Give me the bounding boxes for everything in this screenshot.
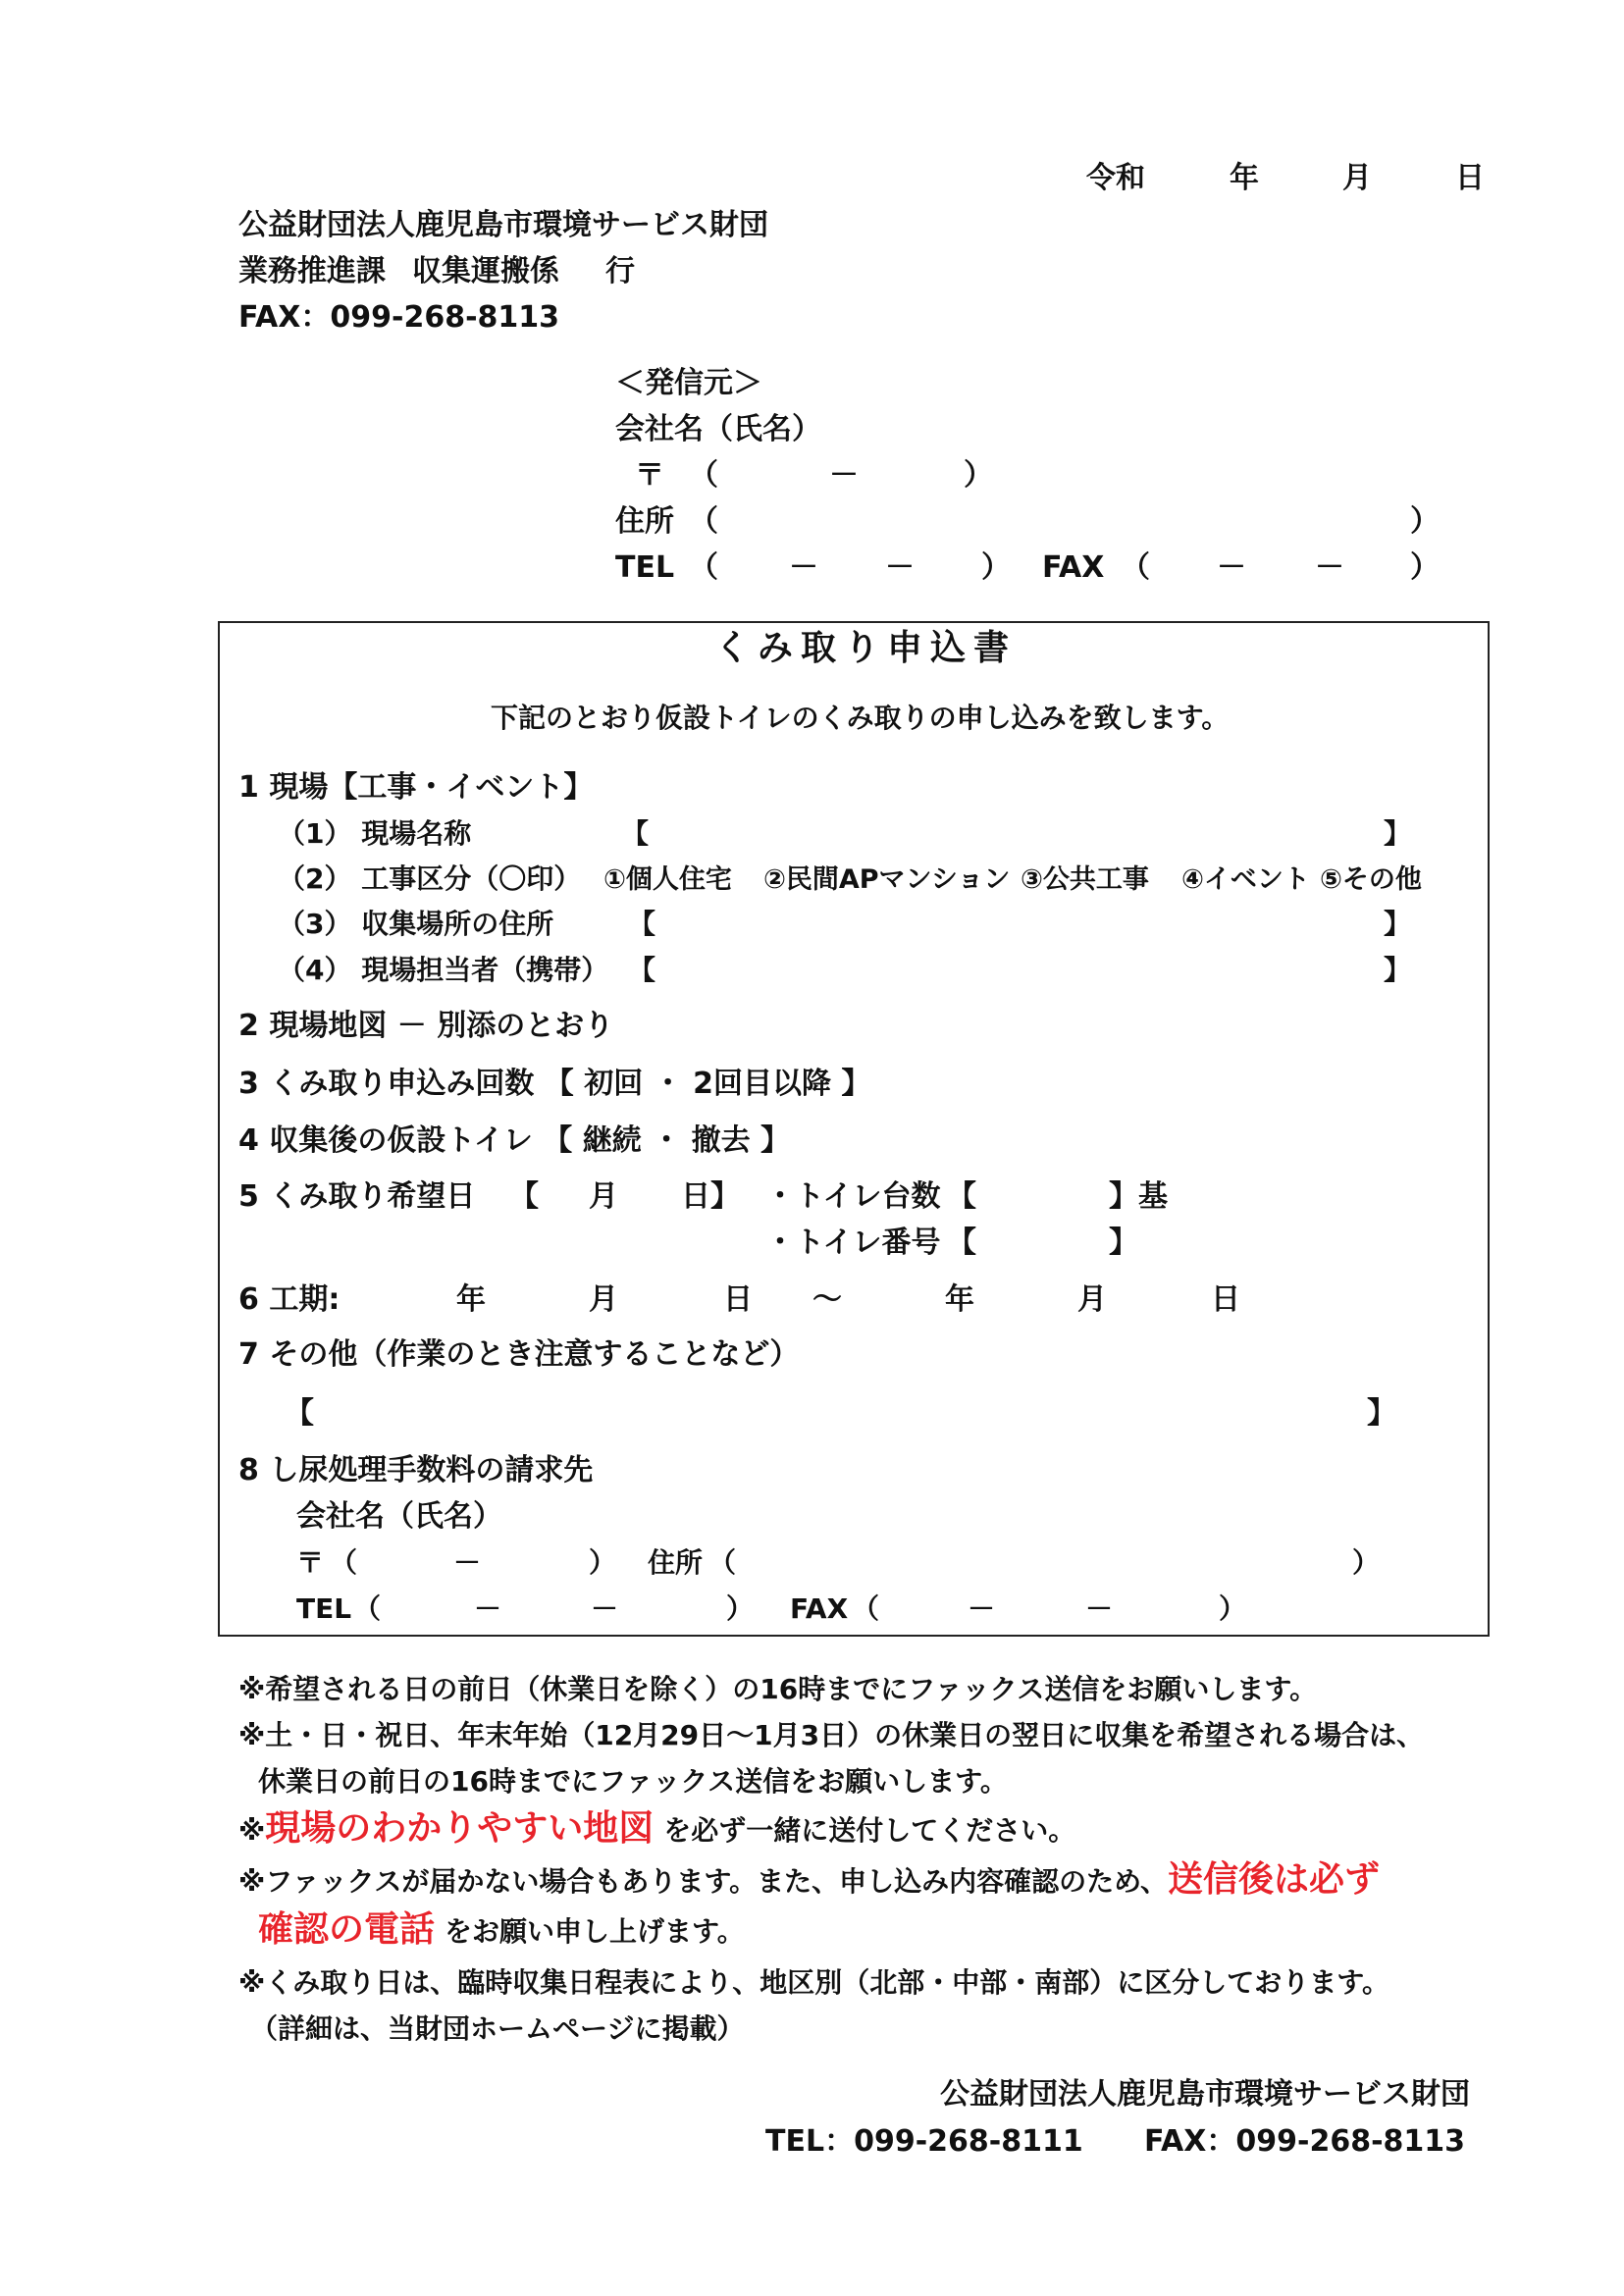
billing-tel-label: TEL [296, 1592, 352, 1625]
note-4b [258, 1909, 745, 1950]
sender-tel-close: ） [981, 550, 1011, 585]
form-title: くみ取り申込書 [714, 628, 1018, 668]
note-4a-emphasis: 送信後は必ず [1168, 1859, 1381, 1900]
sender-postal-dash: － [829, 458, 859, 493]
toilet-number-label: ・トイレ番号 [765, 1226, 941, 1260]
note-1: ※希望される日の前日（休業日を除く）の16時までにファックス送信をお願いします。 [238, 1673, 1318, 1705]
item3: 3 くみ取り申込み回数 【 初回 ・ 2回目以降 】 [238, 1067, 871, 1101]
form-intro: 下記のとおり仮設トイレのくみ取りの申し込みを致します。 [491, 702, 1230, 734]
recipient-dept: 業務推進課 [238, 254, 386, 288]
billing-tel-close: ） [726, 1592, 755, 1625]
toilet-count-open: 【 [947, 1179, 976, 1214]
footer-tel: TEL：099-268-8111 [765, 2124, 1083, 2159]
recipient-section: 収集運搬係 [412, 254, 559, 288]
billing-postal-open: （ [330, 1546, 358, 1579]
note-4a [238, 1859, 1381, 1900]
note-4a-text: ※ファックスが届かない場合もあります。また、申し込み内容確認のため、 [238, 1865, 1169, 1898]
sender-tel-label: TEL [615, 550, 675, 585]
sender-tel-open: （ [689, 550, 718, 585]
billing-company-label: 会社名（氏名） [296, 1499, 502, 1534]
item5-open: 【 [509, 1179, 539, 1214]
sender-fax-label: FAX [1042, 550, 1105, 585]
item7-open: 【 [285, 1396, 314, 1431]
item1-4-label: （4） 現場担当者（携帯） [278, 954, 609, 986]
billing-postal-mark: 〒 [296, 1546, 325, 1579]
sender-fax-dash-2: － [1315, 550, 1344, 585]
note-3 [238, 1808, 1076, 1849]
period-start-day: 日 [723, 1282, 753, 1317]
billing-fax-dash-1: － [968, 1592, 996, 1625]
toilet-count-label: ・トイレ台数 [765, 1179, 941, 1214]
item1-3-close: 】 [1384, 908, 1412, 940]
sender-heading: ＜発信元＞ [615, 366, 762, 400]
toilet-count-close: 】基 [1109, 1179, 1168, 1214]
item1-3-label: （3） 収集場所の住所 [278, 908, 554, 940]
period-end-month: 月 [1077, 1282, 1107, 1317]
item1-4-open: 【 [628, 954, 656, 986]
option-4: ④イベント [1181, 864, 1310, 895]
period-end-day: 日 [1211, 1282, 1240, 1317]
billing-postal-dash: － [453, 1546, 482, 1579]
period-end-year: 年 [945, 1282, 974, 1317]
billing-fax-close: ） [1219, 1592, 1247, 1625]
recipient-suffix: 行 [605, 254, 635, 288]
date-day: 日 [1455, 161, 1485, 195]
sender-address-label: 住所 [615, 504, 674, 539]
sender-fax-dash-1: － [1217, 550, 1246, 585]
billing-fax-open: （ [852, 1592, 880, 1625]
billing-tel-dash-2: － [591, 1592, 619, 1625]
option-1: ①個人住宅 [603, 864, 732, 895]
note-3-emphasis: 現場のわかりやすい地図 [265, 1808, 655, 1849]
item1-3-open: 【 [628, 908, 656, 940]
sender-company-label: 会社名（氏名） [615, 412, 821, 446]
item1-2-label: （2） 工事区分（〇印） [278, 862, 582, 895]
note-3-rest: を必ず一緒に送付してください。 [663, 1814, 1076, 1847]
sender-tel-dash-2: － [885, 550, 915, 585]
item4: 4 収集後の仮設トイレ 【 継続 ・ 撤去 】 [238, 1123, 791, 1158]
recipient-fax: FAX：099-268-8113 [238, 300, 560, 335]
billing-address-label: 住所 [648, 1546, 704, 1579]
billing-fax-label: FAX [790, 1592, 849, 1625]
note-4b-rest: をお願い申し上げます。 [445, 1915, 745, 1948]
item7-close: 】 [1367, 1396, 1396, 1431]
sender-tel-dash-1: － [789, 550, 818, 585]
note-6: （詳細は、当財団ホームページに掲載） [250, 2012, 745, 2045]
item2: 2 現場地図 － 別添のとおり [238, 1009, 614, 1043]
item8-label: 8 し尿処理手数料の請求先 [238, 1453, 594, 1487]
item1-4-close: 】 [1384, 954, 1412, 986]
billing-tel-open: （ [353, 1592, 382, 1625]
billing-address-close: ） [1352, 1546, 1381, 1579]
item1-heading: 1 現場【工事・イベント】 [238, 770, 594, 805]
recipient-org: 公益財団法人鹿児島市環境サービス財団 [238, 208, 768, 242]
note-5: ※くみ取り日は、臨時収集日程表により、地区別（北部・中部・南部）に区分しております。 [238, 1966, 1389, 1999]
period-start-month: 月 [589, 1282, 618, 1317]
option-2: ②民間APマンション [763, 864, 1011, 895]
option-3: ③公共工事 [1021, 864, 1149, 895]
sender-postal-open: （ [689, 458, 718, 493]
period-start-year: 年 [456, 1282, 486, 1317]
sender-fax-open: （ [1121, 550, 1150, 585]
sender-postal-mark: 〒 [635, 458, 664, 493]
sender-fax-close: ） [1410, 550, 1440, 585]
date-month: 月 [1342, 161, 1372, 195]
note-2a: ※土・日・祝日、年末年始（12月29日～1月3日）の休業日の翌日に収集を希望される場合は、 [238, 1719, 1425, 1751]
toilet-number-close: 】 [1109, 1226, 1138, 1260]
option-5: ⑤その他 [1320, 864, 1422, 895]
item5-month: 月 [589, 1179, 618, 1214]
billing-tel-dash-1: － [474, 1592, 502, 1625]
item1-1-close: 】 [1384, 817, 1412, 850]
item5-label: 5 くみ取り希望日 [238, 1179, 476, 1214]
item7-label: 7 その他（作業のとき注意することなど） [238, 1337, 800, 1372]
item5-day: 日】 [681, 1179, 740, 1214]
note-2b: 休業日の前日の16時までにファックス送信をお願いします。 [258, 1765, 1008, 1798]
toilet-number-open: 【 [947, 1226, 976, 1260]
item1-1-open: 【 [621, 817, 650, 850]
sender-address-close: ） [1410, 504, 1440, 539]
period-tilde: ～ [812, 1282, 842, 1317]
footer-org: 公益財団法人鹿児島市環境サービス財団 [940, 2077, 1470, 2112]
item6-label: 6 工期: [238, 1282, 341, 1317]
item1-1-label: （1） 現場名称 [278, 817, 472, 850]
billing-fax-dash-2: － [1085, 1592, 1114, 1625]
billing-postal-close: ） [589, 1546, 617, 1579]
sender-address-open: （ [689, 504, 718, 539]
note-4b-emphasis: 確認の電話 [258, 1909, 436, 1950]
footer-fax: FAX：099-268-8113 [1144, 2124, 1466, 2159]
sender-postal-close: ） [964, 458, 993, 493]
date-year: 年 [1230, 161, 1259, 195]
date-era: 令和 [1086, 161, 1145, 195]
note-3-prefix: ※ [238, 1814, 266, 1847]
billing-address-open: （ [708, 1546, 737, 1579]
